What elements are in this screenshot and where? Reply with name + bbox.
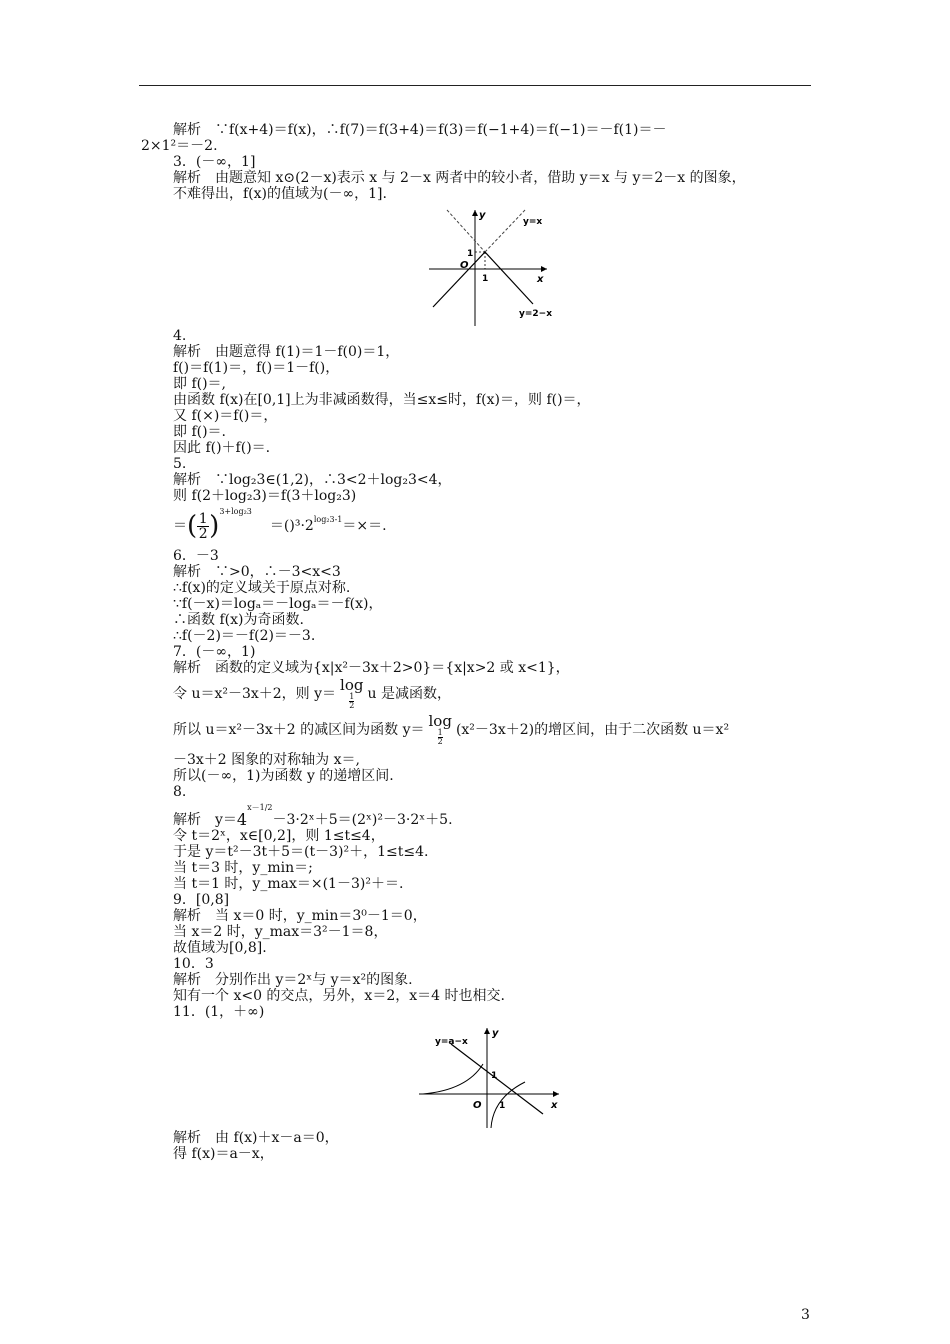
y-one-label: 1: [467, 249, 474, 259]
x-one-label: 1: [482, 274, 489, 284]
line: ∴f(x)的定义域关于原点对称.: [173, 580, 351, 596]
fraction-half: $\frac{1}{2}$: [198, 510, 208, 542]
line: 又 f(×)＝f()＝，: [173, 408, 278, 424]
line: ∴函数 f(x)为奇函数.: [173, 612, 304, 628]
x-axis-label: x: [537, 274, 544, 285]
line: 解析 当 x＝0 时，y_min＝3⁰－1＝0，: [173, 908, 427, 924]
line: 解析 ∵>0，∴－3<x<3: [173, 564, 341, 580]
line: 所以(－∞，1)为函数 y 的递增区间.: [173, 768, 394, 784]
line: 4.: [173, 328, 187, 344]
line: 解析 由题意得 f(1)＝1－f(0)＝1，: [173, 344, 400, 360]
exponent: log₂3-1: [313, 515, 343, 524]
line: 解析 分别作出 y＝2ˣ与 y＝x²的图象.: [173, 972, 413, 988]
y-one-label: 1: [491, 1071, 498, 1081]
line: ∵f(－x)＝logₐ＝－logₐ＝－f(x)，: [173, 596, 383, 612]
x-one-label: 1: [499, 1101, 506, 1111]
line: 解析 ∵log₂3∈(1,2)，∴3<2＋log₂3<4，: [173, 472, 452, 488]
line: 由函数 f(x)在[0,1]上为非减函数得，当≤x≤时，f(x)＝，则 f()＝，: [173, 392, 591, 408]
header-rule: [139, 85, 811, 86]
formula-line: ＝ ( $\frac{1}{2}$ ) 3+log₂3 ＝()³·2 log₂3-1 ＝×＝.: [173, 504, 813, 548]
line: 解析 由 f(x)＋x－a＝0，: [173, 1130, 339, 1146]
line: 知有一个 x<0 的交点，另外，x＝2，x＝4 时也相交.: [173, 988, 505, 1004]
line: 即 f()＝.: [173, 424, 227, 440]
line-label-y-2-x: y=2−x: [519, 309, 553, 319]
exponent: 3+log₂3: [219, 507, 252, 516]
line: 则 f(2＋log₂3)＝f(3＋log₂3): [173, 488, 357, 504]
line: －3x＋2 图象的对称轴为 x＝,: [173, 752, 360, 768]
figure-intersection: [417, 1024, 813, 1130]
line: 5.: [173, 456, 187, 472]
origin-label: O: [473, 1100, 482, 1111]
line: 10．3: [173, 956, 214, 972]
formula-line: 所以 u＝x²－3x＋2 的减区间为函数 y＝ log 1 2 (x²－3x＋2)的增区间，由于二次函数 u＝x²: [173, 712, 730, 746]
line: 2×1²＝－2.: [141, 138, 218, 154]
line: ∴f(－2)＝－f(2)＝－3.: [173, 628, 316, 644]
line: 解析 由题意知 x⊙(2－x)表示 x 与 2－x 两者中的较小者，借助 y＝x 与 y＝2－x 的图象，: [173, 170, 746, 186]
left-paren: (: [187, 511, 198, 541]
line-label-y-a-x: y=a−x: [435, 1037, 468, 1047]
line: 故值域为[0,8].: [173, 940, 267, 956]
line: f()＝f(1)＝，f()＝1－f()，: [173, 360, 340, 376]
right-paren: ): [209, 511, 220, 541]
line: 当 t＝3 时，y_min＝;: [173, 860, 313, 876]
origin-label: O: [460, 260, 469, 271]
line-label-y-x: y=x: [523, 217, 543, 227]
x-axis-label: x: [551, 1100, 558, 1111]
line: 9．[0,8]: [173, 892, 230, 908]
log-half: log 1 2: [428, 712, 452, 746]
line: 解析 ∵f(x+4)＝f(x)，∴f(7)＝f(3+4)＝f(3)＝f(−1+4)＝f(−1)＝－f(1)＝－: [173, 122, 667, 138]
line: 6．－3: [173, 548, 219, 564]
line: 7．(－∞，1): [173, 644, 256, 660]
formula-line: 令 u＝x²－3x＋2，则 y＝ log 1 2 u 是减函数，: [173, 676, 451, 710]
line: 不难得出，f(x)的值域为(－∞，1].: [173, 186, 387, 202]
solution-text: [141, 122, 813, 1162]
line: 解析 函数的定义域为{x|x²－3x＋2>0}＝{x|x>2 或 x<1}，: [173, 660, 570, 676]
line: 11．(1，＋∞): [173, 1004, 265, 1020]
line: 令 t＝2ˣ，x∈[0,2]，则 1≤t≤4，: [173, 828, 385, 844]
line: 因此 f()＋f()＝.: [173, 440, 271, 456]
page-number: 3: [801, 1307, 810, 1323]
line: 当 t＝1 时，y_max＝×(1－3)²＋＝.: [173, 876, 404, 892]
log-half: log 1 2: [340, 676, 364, 710]
line: 于是 y＝t²－3t＋5＝(t－3)²＋，1≤t≤4.: [173, 844, 429, 860]
formula-line: 解析 y＝ 4 x－1/2 －3·2ˣ＋5＝(2ˣ)²－3·2ˣ＋5.: [173, 803, 453, 829]
y-axis-label: y: [479, 210, 486, 221]
line: 3．(－∞，1]: [173, 154, 256, 170]
line: 当 x＝2 时，y_max＝3²－1＝8，: [173, 924, 388, 940]
figure-min-function: [425, 206, 813, 328]
y-axis-label: y: [492, 1028, 499, 1039]
line: 得 f(x)＝a－x，: [173, 1146, 274, 1162]
line: 8.: [173, 784, 187, 800]
line: 即 f()＝,: [173, 376, 227, 392]
